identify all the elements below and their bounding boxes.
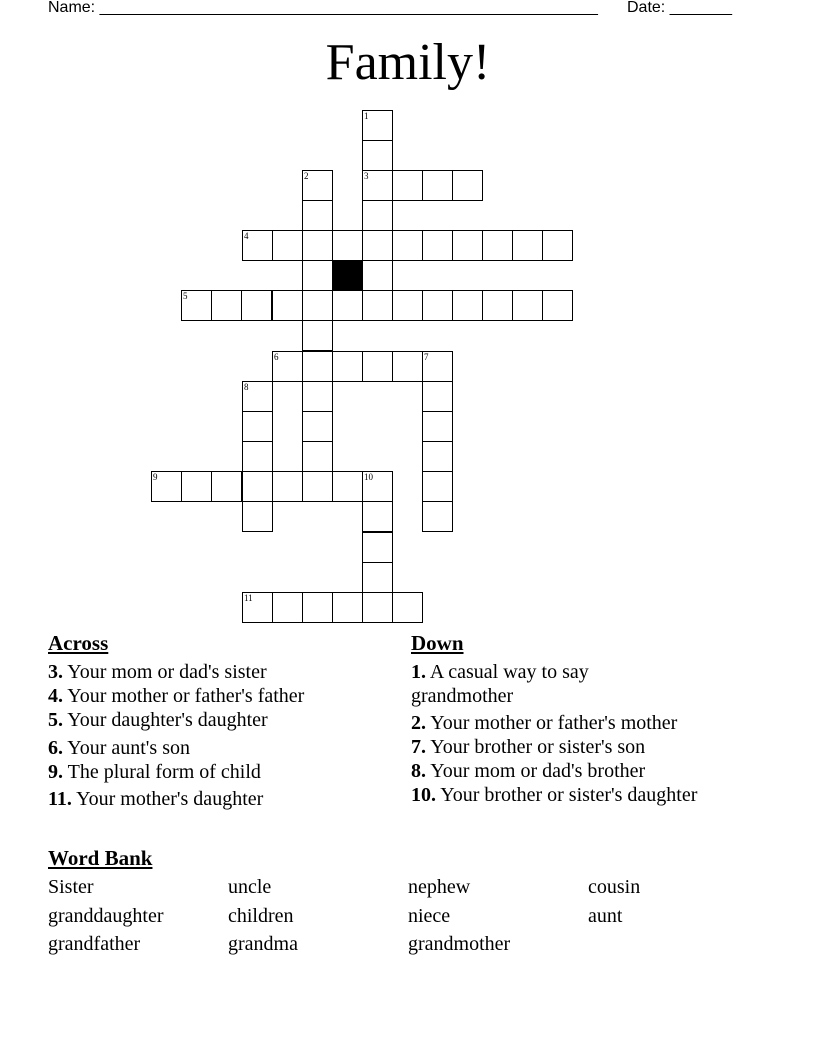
word-bank-item: niece: [408, 905, 451, 927]
grid-cell[interactable]: [211, 471, 242, 502]
grid-cell[interactable]: [302, 170, 333, 201]
grid-cell[interactable]: [422, 170, 453, 201]
grid-cell[interactable]: [302, 290, 333, 321]
grid-cell[interactable]: [542, 230, 573, 261]
across-clue: [48, 760, 261, 784]
clue-text: Your mother or father's mother: [430, 712, 678, 734]
grid-cell[interactable]: [422, 230, 453, 261]
grid-cell[interactable]: [392, 592, 423, 623]
grid-cell[interactable]: [181, 471, 212, 502]
grid-cell[interactable]: [362, 260, 393, 291]
clue-text: Your brother or sister's son: [430, 736, 646, 758]
grid-cell[interactable]: [482, 290, 513, 321]
grid-cell[interactable]: [302, 592, 333, 623]
across-clue: [48, 684, 304, 708]
clue-num: 2.: [411, 712, 426, 734]
word-bank-item: nephew: [408, 876, 471, 898]
across-clue: [48, 736, 190, 760]
grid-cell[interactable]: [302, 411, 333, 442]
grid-cell[interactable]: [302, 260, 333, 291]
word-bank-heading: Word Bank: [48, 846, 153, 870]
grid-cell[interactable]: [392, 290, 423, 321]
grid-cell[interactable]: [242, 441, 273, 472]
down-clue: [411, 660, 589, 684]
grid-cell[interactable]: [272, 351, 303, 382]
grid-cell[interactable]: [452, 230, 483, 261]
grid-cell[interactable]: [362, 562, 393, 593]
grid-cell[interactable]: [302, 441, 333, 472]
grid-cell[interactable]: [242, 411, 273, 442]
down-clue-continuation: grandmother: [411, 685, 514, 707]
grid-cell[interactable]: [332, 471, 363, 502]
date-field[interactable]: Date: _______: [627, 0, 732, 16]
across-heading: Across: [48, 631, 109, 655]
grid-cell[interactable]: [272, 592, 303, 623]
grid-cell[interactable]: [512, 290, 543, 321]
grid-cell[interactable]: [452, 290, 483, 321]
grid-cell[interactable]: [302, 471, 333, 502]
grid-cell[interactable]: [211, 290, 242, 321]
grid-cell[interactable]: [362, 471, 393, 502]
clue-text: Your mom or dad's brother: [430, 760, 646, 782]
clue-num: 6.: [48, 737, 63, 759]
down-heading: Down: [411, 631, 464, 655]
grid-cell[interactable]: [422, 441, 453, 472]
grid-cell[interactable]: [242, 230, 273, 261]
grid-cell[interactable]: [482, 230, 513, 261]
grid-cell[interactable]: [392, 351, 423, 382]
grid-cell[interactable]: [362, 532, 393, 563]
word-bank-item: grandma: [228, 933, 298, 955]
grid-cell[interactable]: [512, 230, 543, 261]
grid-cell[interactable]: [362, 230, 393, 261]
clue-num: 4.: [48, 685, 63, 707]
grid-cell[interactable]: [242, 381, 273, 412]
across-clue: [48, 660, 267, 684]
clue-number: 7: [424, 352, 429, 362]
word-bank-item: granddaughter: [48, 905, 164, 927]
across-clue: [48, 708, 268, 732]
clue-number: 1: [364, 111, 369, 121]
grid-cell[interactable]: [362, 110, 393, 141]
down-clue: [411, 759, 645, 783]
grid-cell[interactable]: [302, 381, 333, 412]
grid-cell[interactable]: [392, 170, 423, 201]
word-bank-item: aunt: [588, 905, 623, 927]
grid-cell[interactable]: [242, 471, 273, 502]
clue-text: A casual way to say: [429, 661, 589, 683]
clue-text: Your mother's daughter: [76, 788, 264, 810]
grid-cell[interactable]: [241, 290, 272, 321]
clue-num: 5.: [48, 709, 63, 731]
grid-cell[interactable]: [362, 592, 393, 623]
grid-cell[interactable]: [272, 290, 303, 321]
clue-num: 3.: [48, 661, 63, 683]
clue-number: 11: [244, 593, 253, 603]
grid-cell[interactable]: [302, 351, 333, 382]
clue-num: 7.: [411, 736, 426, 758]
grid-cell[interactable]: [302, 320, 333, 351]
word-bank-item: children: [228, 905, 294, 927]
grid-cell[interactable]: [332, 592, 363, 623]
clue-text: Your mother or father's father: [67, 685, 305, 707]
clue-number: 8: [244, 382, 249, 392]
clue-num: 11.: [48, 788, 72, 810]
clue-num: 9.: [48, 761, 63, 783]
grid-cell[interactable]: [362, 140, 393, 171]
grid-cell[interactable]: [542, 290, 573, 321]
grid-cell[interactable]: [452, 170, 483, 201]
clue-number: 3: [364, 171, 369, 181]
grid-cell[interactable]: [422, 351, 453, 382]
grid-cell[interactable]: [422, 290, 453, 321]
grid-cell[interactable]: [242, 501, 273, 532]
word-bank-item: uncle: [228, 876, 272, 898]
page-title: Family!: [325, 34, 491, 91]
grid-cell[interactable]: [302, 230, 333, 261]
clue-text: Your brother or sister's daughter: [440, 784, 698, 806]
clue-number: 10: [364, 472, 373, 482]
grid-cell[interactable]: [422, 411, 453, 442]
grid-cell[interactable]: [332, 230, 363, 261]
clue-text: The plural form of child: [67, 761, 261, 783]
clue-number: 4: [244, 231, 249, 241]
grid-cell[interactable]: [151, 471, 182, 502]
grid-cell[interactable]: [332, 351, 363, 382]
grid-cell[interactable]: [242, 592, 273, 623]
name-field[interactable]: Name: ________________________________________________________: [48, 0, 598, 16]
clue-number: 2: [304, 171, 309, 181]
word-bank-item: grandfather: [48, 933, 141, 955]
clue-number: 9: [153, 472, 158, 482]
grid-cell[interactable]: [362, 351, 393, 382]
black-square: [332, 260, 363, 291]
grid-cell[interactable]: [181, 290, 212, 321]
grid-cell[interactable]: [332, 290, 363, 321]
word-bank-item: grandmother: [408, 933, 511, 955]
grid-cell[interactable]: [422, 501, 453, 532]
grid-cell[interactable]: [362, 501, 393, 532]
grid-cell[interactable]: [302, 200, 333, 231]
down-clue: [411, 735, 645, 759]
down-clue: [411, 711, 677, 735]
grid-cell[interactable]: [362, 170, 393, 201]
clue-number: 6: [274, 352, 279, 362]
grid-cell[interactable]: [422, 381, 453, 412]
down-clue: [411, 783, 697, 807]
word-bank-item: Sister: [48, 876, 94, 898]
grid-cell[interactable]: [362, 200, 393, 231]
clue-text: Your mom or dad's sister: [67, 661, 267, 683]
word-bank-item: cousin: [588, 876, 641, 898]
clue-text: Your daughter's daughter: [67, 709, 268, 731]
across-clue: [48, 787, 263, 811]
grid-cell[interactable]: [362, 290, 393, 321]
clue-num: 10.: [411, 784, 436, 806]
clue-num: 1.: [411, 661, 426, 683]
clue-number: 5: [183, 291, 188, 301]
grid-cell[interactable]: [392, 230, 423, 261]
clue-text: Your aunt's son: [67, 737, 190, 759]
grid-cell[interactable]: [272, 471, 303, 502]
grid-cell[interactable]: [422, 471, 453, 502]
grid-cell[interactable]: [272, 230, 303, 261]
clue-num: 8.: [411, 760, 426, 782]
